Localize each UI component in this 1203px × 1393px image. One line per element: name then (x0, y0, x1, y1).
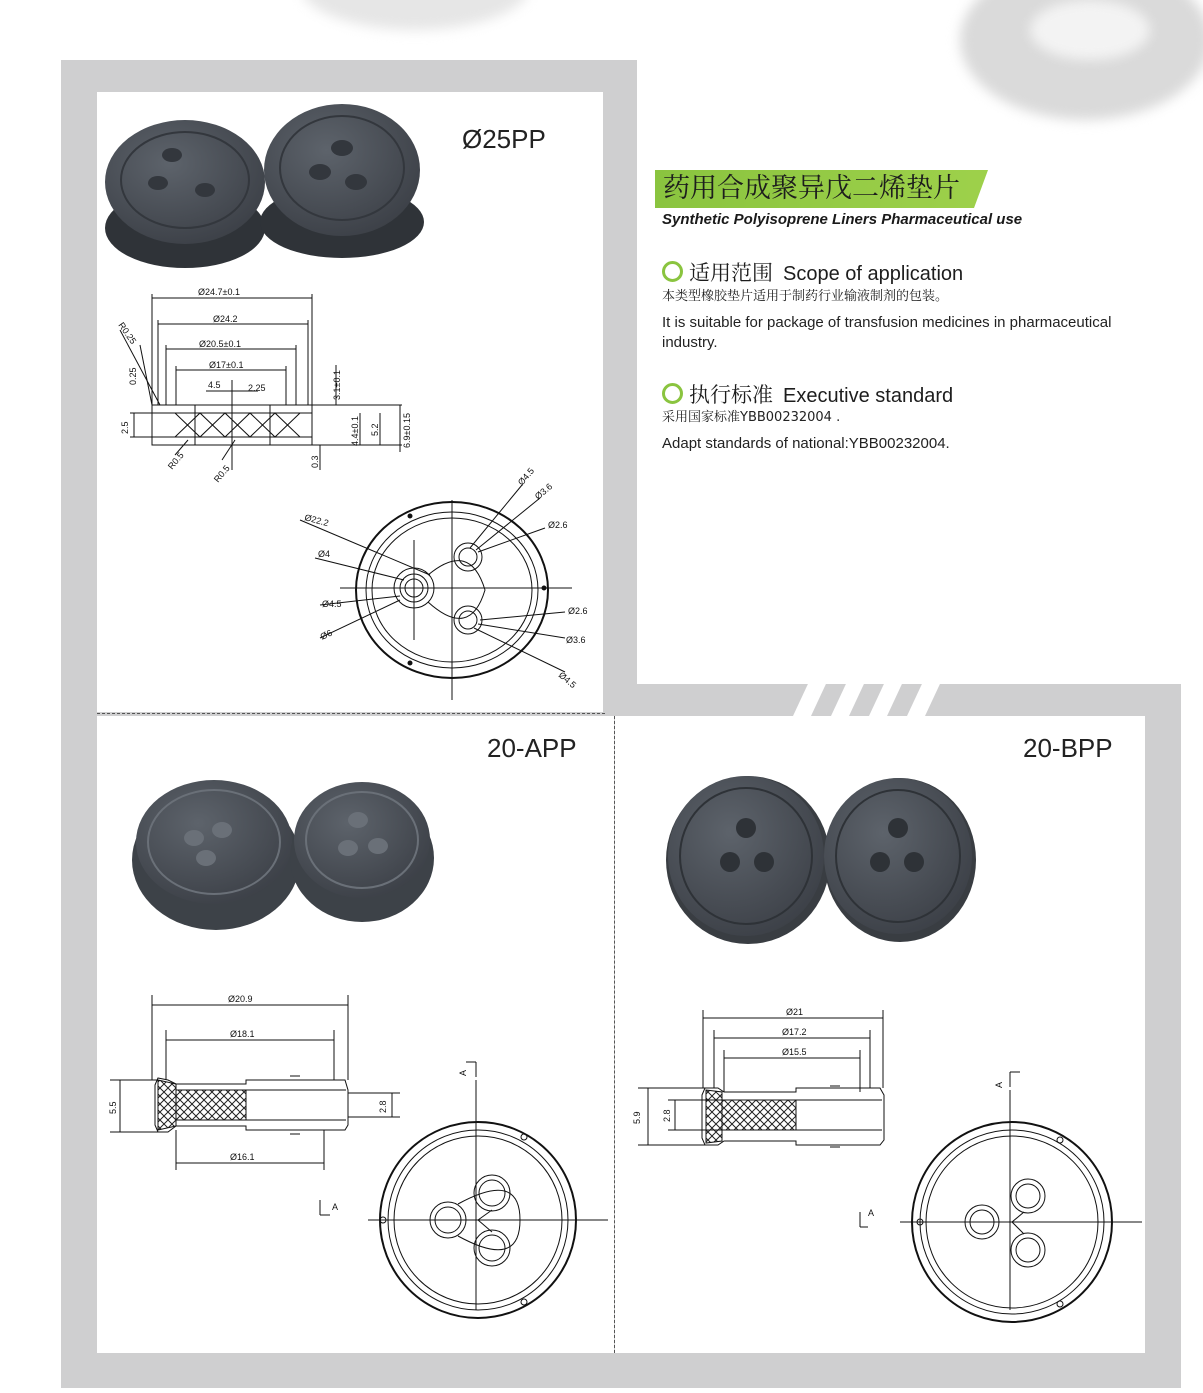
svg-text:Ø15.5: Ø15.5 (782, 1047, 807, 1057)
svg-text:3.1±0.1: 3.1±0.1 (332, 370, 342, 400)
svg-text:0.3: 0.3 (310, 455, 320, 468)
svg-text:6.9±0.15: 6.9±0.15 (402, 413, 412, 448)
section-drawing-20bpp (638, 1010, 884, 1147)
top-view-25pp (300, 485, 572, 700)
section-dims-20app (108, 994, 388, 1162)
svg-text:4.4±0.1: 4.4±0.1 (350, 416, 360, 446)
scope-heading-en: Scope of application (783, 263, 964, 285)
svg-text:Ø20.9: Ø20.9 (228, 994, 253, 1004)
top-view-dims-20app (332, 1070, 468, 1212)
model-label-20bpp: 20-BPP (1023, 733, 1113, 763)
svg-text:R0.5: R0.5 (165, 450, 186, 472)
standard-text-en: Adapt standards of national:YBB00232004. (662, 435, 950, 452)
svg-text:Ø24.2: Ø24.2 (213, 314, 238, 324)
standard-text-cn: 采用国家标准YBB00232004 . (662, 410, 841, 425)
photo-20app (132, 780, 434, 930)
standard-heading-cn: 执行标准 (689, 383, 773, 407)
top-view-dims-25pp (303, 466, 587, 690)
product-title-cn: 药用合成聚异戊二烯垫片 (655, 170, 974, 208)
svg-text:Ø21: Ø21 (786, 1007, 804, 1017)
svg-text:Ø17.2: Ø17.2 (782, 1027, 807, 1037)
section-drawing-20app (110, 995, 400, 1170)
svg-text:R0.5: R0.5 (211, 463, 232, 485)
svg-text:2.8: 2.8 (378, 1100, 388, 1113)
scope-text-en: It is suitable for package of transfusion medicines in pharmaceutical industry. (662, 314, 1112, 351)
svg-text:R0.25: R0.25 (116, 320, 139, 346)
svg-text:2.5: 2.5 (120, 421, 130, 434)
svg-text:Ø4: Ø4 (318, 549, 331, 559)
model-label-20app: 20-APP (487, 733, 577, 763)
svg-text:Ø20.5±0.1: Ø20.5±0.1 (199, 339, 241, 349)
svg-text:5.2: 5.2 (370, 423, 380, 436)
svg-text:2.25: 2.25 (248, 383, 266, 393)
svg-text:A: A (332, 1202, 339, 1212)
svg-text:Ø24.7±0.1: Ø24.7±0.1 (198, 287, 240, 297)
svg-text:5.5: 5.5 (108, 1101, 118, 1114)
product-title-en: Synthetic Polyisoprene Liners Pharmaceutical use (662, 211, 1023, 228)
scope-text-cn: 本类型橡胶垫片适用于制药行业输液制剂的包装。 (662, 289, 949, 304)
svg-text:Ø17±0.1: Ø17±0.1 (209, 360, 244, 370)
svg-text:Ø4.5: Ø4.5 (556, 669, 579, 691)
svg-text:Ø16.1: Ø16.1 (230, 1152, 255, 1162)
svg-text:0.25: 0.25 (128, 367, 138, 385)
svg-text:5.9: 5.9 (632, 1111, 642, 1124)
scope-heading-cn: 适用范围 (689, 261, 773, 285)
svg-text:Ø2.6: Ø2.6 (548, 520, 568, 530)
svg-text:Ø22.2: Ø22.2 (303, 512, 330, 529)
svg-text:Ø4.5: Ø4.5 (322, 599, 342, 609)
svg-text:Ø18.1: Ø18.1 (230, 1029, 255, 1039)
svg-text:Ø3.6: Ø3.6 (566, 635, 586, 645)
model-label-25pp: Ø25PP (462, 124, 546, 154)
svg-text:4.5: 4.5 (208, 380, 221, 390)
photo-20bpp (666, 776, 976, 944)
top-view-dims-20bpp (868, 1082, 1004, 1218)
svg-text:2.8: 2.8 (662, 1109, 672, 1122)
standard-heading-en: Executive standard (783, 385, 954, 407)
photo-25pp (105, 104, 424, 268)
svg-text:Ø3.6: Ø3.6 (532, 481, 555, 502)
svg-text:Ø6: Ø6 (318, 627, 334, 642)
svg-text:Ø4.5: Ø4.5 (515, 465, 537, 488)
svg-text:A: A (994, 1081, 1004, 1088)
svg-text:A: A (458, 1069, 468, 1076)
top-view-20bpp (860, 1072, 1142, 1322)
svg-text:Ø2.6: Ø2.6 (568, 606, 588, 616)
section-dims-25pp (116, 287, 412, 484)
svg-text:A: A (868, 1208, 875, 1218)
top-view-20app (320, 1062, 608, 1318)
